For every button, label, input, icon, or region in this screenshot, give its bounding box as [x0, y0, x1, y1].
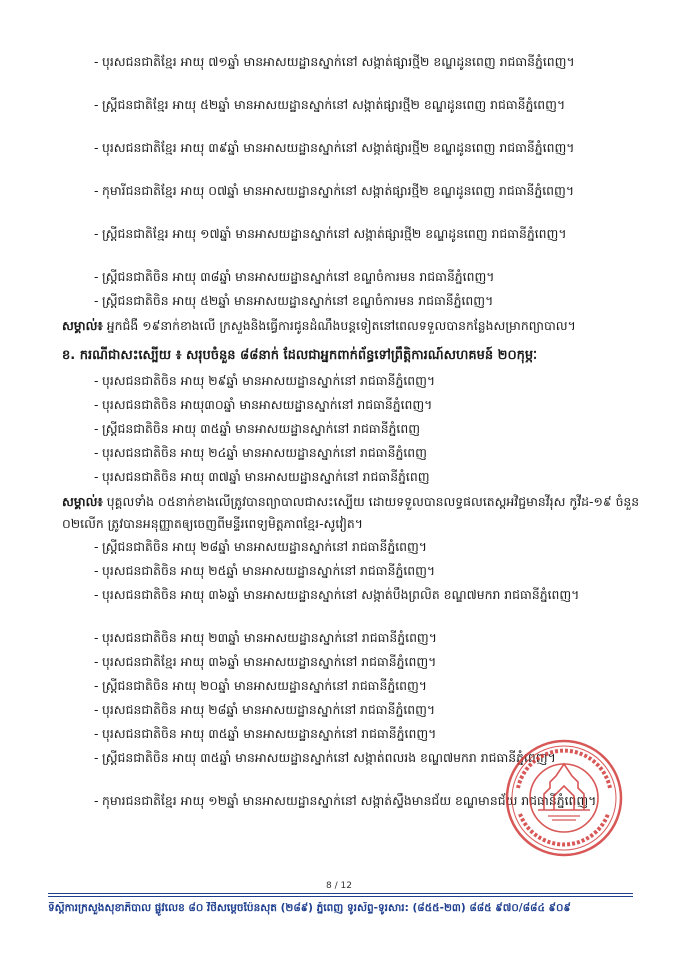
note-a — [62, 315, 652, 337]
note-a-text: អ្នកជំងឺ ១៩នាក់ខាងលើ ក្រសួងនិងធ្វើការជូនដំណឹងបន្តទៀតនៅពេលទទួលបានកន្លែងសម្រាកព្យាបាល។ — [106, 318, 576, 333]
footer-address: ទីស្តីការក្រសួងសុខាភិបាល ផ្លូវលេខ ៨០ វិថីសម្តេចប៉ែនសុត (២៨៩) ភ្នំពេញ ទូរស័ព្ទ-ទូរសារ: (៨៥៥-២៣) ៨៨៥ ៩៧០/៨៨៤ ៩០៩ — [48, 902, 571, 914]
list-item: - បុរសជនជាតិខ្មែរ អាយុ ៧១ឆ្នាំ មានអាសយដ្ឋានស្នាក់នៅ សង្កាត់ផ្សារថ្មី២ ខណ្ឌដូនពេញ រាជធានីភ្នំពេញ។ — [94, 54, 575, 69]
list-item: - ស្ត្រីជនជាតិចិន អាយុ ៣៨ឆ្នាំ មានអាសយដ្ឋានស្នាក់នៅ ខណ្ឌចំការមន រាជធានីភ្នំពេញ។ — [94, 269, 495, 284]
list-item: - បុរសជនជាតិចិន អាយុ ៣៧ឆ្នាំ មានអាសយដ្ឋានស្នាក់នៅ រាជធានីភ្នំពេញ — [94, 469, 430, 484]
list-item: - បុរសជនជាតិចិន អាយុ៣០ឆ្នាំ មានអាសយដ្ឋានស្នាក់នៅ រាជធានីភ្នំពេញ។ — [94, 397, 433, 412]
group-a-list — [62, 52, 652, 315]
list-item: - ស្ត្រីជនជាតិចិន អាយុ ៥២ឆ្នាំ មានអាសយដ្ឋានស្នាក់នៅ ខណ្ឌចំការមន រាជធានីភ្នំពេញ។ — [94, 293, 494, 308]
group-b-list — [62, 371, 652, 491]
list-item: - ស្ត្រីជនជាតិខ្មែរ អាយុ ៥២ឆ្នាំ មានអាសយដ្ឋានស្នាក់នៅ សង្កាត់ផ្សារថ្មី២ ខណ្ឌដូនពេញ រាជធានីភ្នំពេញ។ — [94, 97, 566, 112]
list-item: - បុរសជនជាតិចិន អាយុ ២៣ឆ្នាំ មានអាសយដ្ឋានស្នាក់នៅ រាជធានីភ្នំពេញ។ — [94, 630, 437, 645]
note-a-label: សម្គាល់៖ — [62, 318, 103, 333]
list-item: - ស្ត្រីជនជាតិចិន អាយុ ៣៥ឆ្នាំ មានអាសយដ្ឋានស្នាក់នៅ សង្កាត់ពលរង ខណ្ឌ៧មករា រាជធានីភ្នំពេញ។ — [94, 750, 556, 765]
footer-divider-thin — [48, 896, 633, 897]
note-b — [62, 491, 652, 535]
list-item: - ស្ត្រីជនជាតិចិន អាយុ ២០ឆ្នាំ មានអាសយដ្ឋានស្នាក់នៅ រាជធានីភ្នំពេញ។ — [94, 678, 427, 693]
note-b-text: បុគ្គលទាំង ០៥នាក់ខាងលើត្រូវបានព្យាបាលជាសះស្បើយ ដោយទទួលបានលទ្ធផលតេស្តអវិជ្ជមានវីរុស កូវីដ-១៩ ចំនួន ០២លើក ត្រូវបានអនុញ្ញាតឲ្យចេញពីមន្ទីរពេទ្យមិត្តភាពខ្មែរ-សូវៀត។ — [62, 494, 640, 531]
list-item: - បុរសជនជាតិខ្មែរ អាយុ ៣៦ឆ្នាំ មានអាសយដ្ឋានស្នាក់នៅ រាជធានីភ្នំពេញ។ — [94, 654, 437, 669]
list-item: - បុរសជនជាតិចិន អាយុ ២៥ឆ្នាំ មានអាសយដ្ឋានស្នាក់នៅ រាជធានីភ្នំពេញ។ — [94, 563, 436, 578]
note-b-label: សម្គាល់៖ — [62, 494, 103, 509]
list-item: - បុរសជនជាតិចិន អាយុ ៣៥ឆ្នាំ មានអាសយដ្ឋានស្នាក់នៅ រាជធានីភ្នំពេញ។ — [94, 726, 437, 741]
list-item: - ស្ត្រីជនជាតិខ្មែរ អាយុ ១៧ឆ្នាំ មានអាសយដ្ឋានស្នាក់នៅ សង្កាត់ផ្សារថ្មី២ ខណ្ឌដូនពេញ រាជធានីភ្នំពេញ។ — [94, 226, 567, 241]
list-item: - បុរសជនជាតិខ្មែរ អាយុ ៣៩ឆ្នាំ មានអាសយដ្ឋានស្នាក់នៅ សង្កាត់ផ្សារថ្មី២ ខណ្ឌដូនពេញ រាជធានីភ្នំពេញ។ — [94, 140, 575, 155]
footer-divider — [48, 893, 633, 894]
list-item: - កុមារជនជាតិខ្មែរ អាយុ ១២ឆ្នាំ មានអាសយដ្ឋានស្នាក់នៅ សង្កាត់ស្ទឹងមានជ័យ ខណ្ឌមានជ័យ រាជធានីភ្នំពេញ។ — [94, 793, 597, 808]
list-item: - ស្ត្រីជនជាតិចិន អាយុ ៣៥ឆ្នាំ មានអាសយដ្ឋានស្នាក់នៅ រាជធានីភ្នំពេញ — [94, 421, 421, 436]
list-item: - ស្ត្រីជនជាតិចិន អាយុ ២៨ឆ្នាំ មានអាសយដ្ឋានស្នាក់នៅ រាជធានីភ្នំពេញ។ — [94, 539, 427, 554]
section-b-heading: ខ. ករណីជាសះស្បើយ ៖ សរុបចំនួន ៨៨នាក់ ដែលជាអ្នកពាក់ព័ន្ធទៅព្រឹត្តិការណ៍សហគមន៍ ២០កុម្ភៈ — [62, 348, 538, 363]
list-item: - កុមារីជនជាតិខ្មែរ អាយុ ០៧ឆ្នាំ មានអាសយដ្ឋានស្នាក់នៅ សង្កាត់ផ្សារថ្មី២ ខណ្ឌដូនពេញ រាជធានីភ្នំពេញ។ — [94, 183, 575, 198]
document-body — [62, 52, 652, 834]
list-item: - បុរសជនជាតិចិន អាយុ ២៨ឆ្នាំ មានអាសយដ្ឋានស្នាក់នៅ រាជធានីភ្នំពេញ។ — [94, 702, 436, 717]
ministry-seal-icon — [504, 738, 624, 858]
list-item: - បុរសជនជាតិចិន អាយុ ២៤ឆ្នាំ មានអាសយដ្ឋានស្នាក់នៅ រាជធានីភ្នំពេញ — [94, 445, 427, 460]
list-item: - បុរសជនជាតិចិន អាយុ ៣៦ឆ្នាំ មានអាសយដ្ឋានស្នាក់នៅ សង្កាត់បឹងព្រលិត ខណ្ឌ៧មករា រាជធានីភ្នំពេញ។ — [94, 587, 580, 602]
list-item: - បុរសជនជាតិចិន អាយុ ២៩ឆ្នាំ មានអាសយដ្ឋានស្នាក់នៅ រាជធានីភ្នំពេញ។ — [94, 373, 436, 388]
page-number: 8 / 12 — [326, 881, 352, 891]
